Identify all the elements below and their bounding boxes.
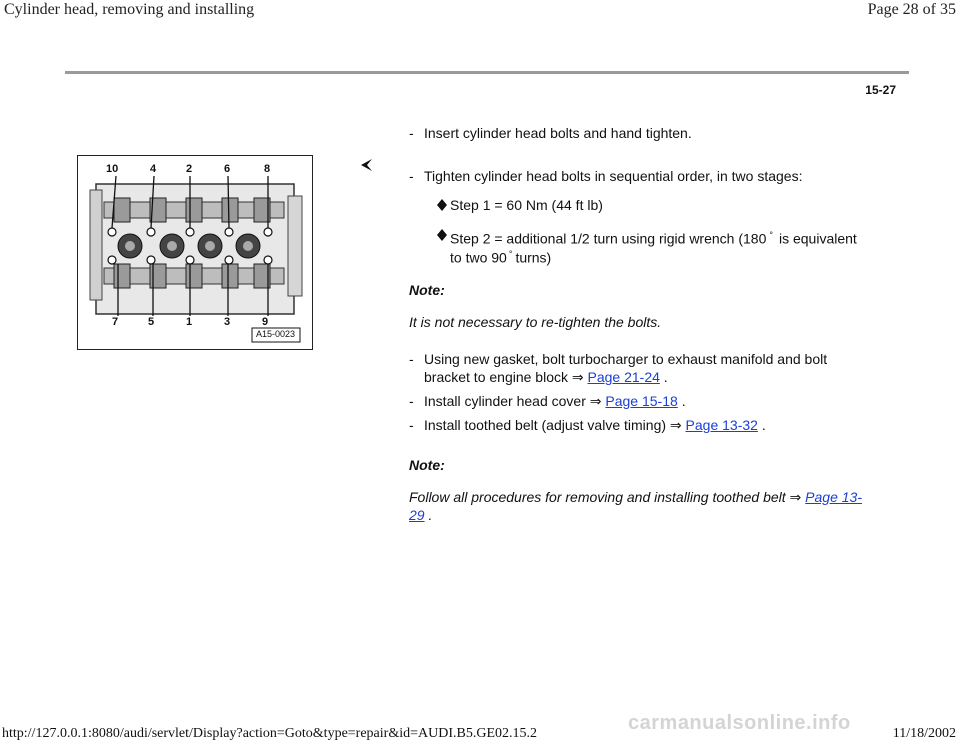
bolt-label-9: 9 bbox=[262, 316, 269, 328]
step-dash: - bbox=[409, 351, 414, 367]
period: . bbox=[663, 369, 668, 385]
step-dash: - bbox=[409, 168, 414, 184]
degree-symbol: ° bbox=[769, 230, 773, 240]
bolt-label-1: 1 bbox=[186, 316, 193, 328]
left-arrow-icon bbox=[359, 158, 373, 172]
step-belt-text: Install toothed belt (adjust valve timing) bbox=[424, 417, 667, 433]
step-insert-text: Insert cylinder head bolts and hand tighten. bbox=[424, 125, 692, 141]
figure-code: A15-0023 bbox=[256, 329, 296, 339]
page-number: 15-27 bbox=[865, 83, 896, 97]
page-link-21-24[interactable]: Page 21-24 bbox=[587, 369, 660, 385]
note-text: It is not necessary to re-tighten the bolts. bbox=[409, 314, 662, 330]
sub-step-2-line2-b: turns) bbox=[515, 249, 552, 266]
page-link-13-29-b[interactable]: 29 bbox=[409, 507, 425, 523]
cylinder-head-figure bbox=[77, 155, 313, 350]
diamond-bullet-icon bbox=[437, 199, 447, 211]
footer-date: 11/18/2002 bbox=[892, 726, 956, 741]
page-link-13-29-a[interactable]: Page 13- bbox=[805, 489, 862, 505]
note-label: Note: bbox=[409, 457, 445, 473]
note-label: Note: bbox=[409, 282, 445, 298]
diamond-bullet-icon bbox=[437, 229, 447, 241]
step-dash: - bbox=[409, 393, 414, 409]
sub-step-2-text-end: is equivalent bbox=[778, 230, 857, 247]
page-link-15-18[interactable]: Page 15-18 bbox=[605, 393, 678, 409]
bolt-label-5: 5 bbox=[148, 316, 155, 328]
right-arrow-icon: ⇒ bbox=[589, 394, 602, 410]
note2-line1 bbox=[409, 488, 862, 508]
period: . bbox=[761, 417, 766, 433]
step-gasket-text: bracket to engine block bbox=[424, 369, 568, 385]
bolt-label-7: 7 bbox=[112, 316, 119, 328]
period: . bbox=[681, 393, 686, 409]
bolt-label-8: 8 bbox=[264, 163, 271, 175]
sub-step-2-line2 bbox=[450, 245, 551, 268]
step-dash: - bbox=[409, 125, 414, 141]
step-cover bbox=[424, 392, 686, 412]
step-tighten-text: Tighten cylinder head bolts in sequential order, in two stages: bbox=[424, 168, 803, 184]
bolt-label-6: 6 bbox=[224, 163, 231, 175]
page-link-13-32[interactable]: Page 13-32 bbox=[685, 417, 758, 433]
note2-line2 bbox=[409, 506, 432, 525]
sub-step-1: Step 1 = 60 Nm (44 ft lb) bbox=[450, 197, 603, 213]
step-gasket-line1: Using new gasket, bolt turbocharger to exhaust manifold and bolt bbox=[424, 351, 828, 367]
bolt-label-2: 2 bbox=[186, 163, 193, 175]
right-arrow-icon: ⇒ bbox=[789, 490, 802, 506]
step-dash: - bbox=[409, 417, 414, 433]
sub-step-2-text: Step 2 = additional 1/2 turn using rigid wrench (180 bbox=[450, 230, 767, 247]
bolt-label-3: 3 bbox=[224, 316, 231, 328]
bolt-label-10: 10 bbox=[106, 163, 119, 175]
document-title: Cylinder head, removing and installing bbox=[4, 1, 255, 18]
watermark: carmanualsonline.info bbox=[628, 712, 851, 734]
degree-symbol: ° bbox=[508, 249, 513, 259]
period: . bbox=[428, 507, 433, 523]
right-arrow-icon: ⇒ bbox=[669, 418, 682, 434]
note2-text: Follow all procedures for removing and installing toothed belt bbox=[409, 489, 786, 505]
step-gasket-line2 bbox=[424, 368, 668, 388]
step-belt bbox=[424, 416, 766, 436]
sub-step-2-line2-a: to two 90 bbox=[450, 249, 507, 266]
right-arrow-icon: ⇒ bbox=[571, 370, 584, 386]
header-rule bbox=[65, 71, 909, 74]
step-cover-text: Install cylinder head cover bbox=[424, 393, 586, 409]
footer-url: http://127.0.0.1:8080/audi/servlet/Display?action=Goto&type=repair&id=AUDI.B5.GE02.15.2 bbox=[2, 726, 537, 741]
bolt-label-4: 4 bbox=[150, 163, 157, 175]
page-indicator: Page 28 of 35 bbox=[867, 1, 956, 18]
